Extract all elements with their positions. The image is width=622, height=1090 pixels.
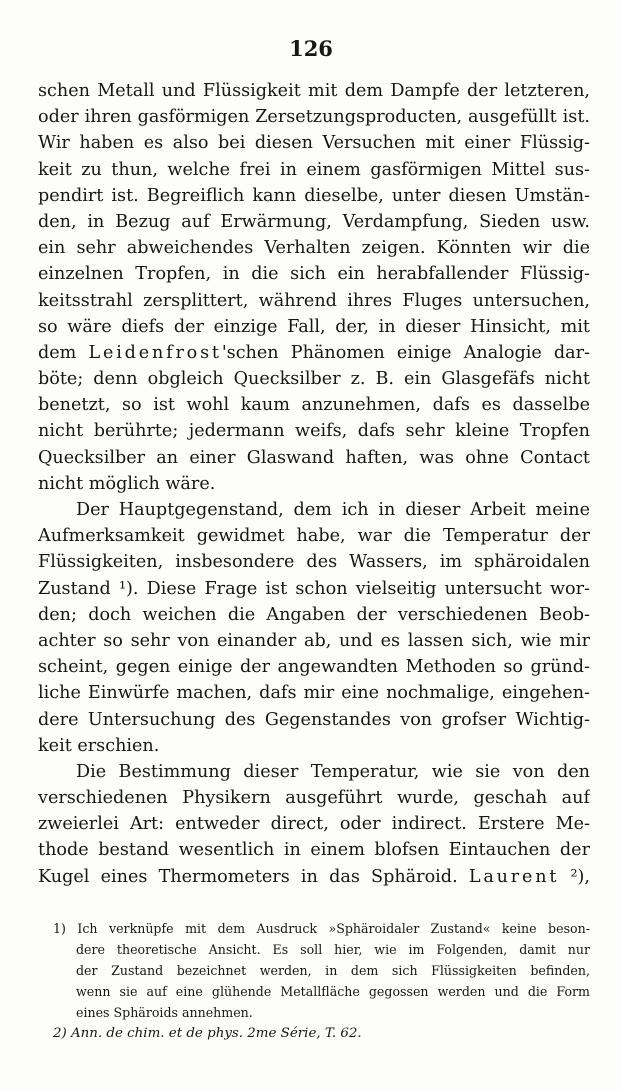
footnote-reference: 2) Ann. de chim. et de phys. 2me Série, T. 62. xyxy=(53,1026,362,1041)
text-line: Die Bestimmung dieser Temperatur, wie sie von den xyxy=(76,761,590,782)
text-line: Flüssigkeiten, insbesondere des Wassers, im sphäroidalen xyxy=(38,552,590,573)
footnote-line: der Zustand bezeichnet werden, in dem sich Flüssigkeiten befinden, xyxy=(76,963,590,978)
text-line: schen Metall und Flüssigkeit mit dem Dampfe der letzteren, xyxy=(38,81,590,101)
text-line: verschiedenen Physikern ausgeführt wurde, geschah auf xyxy=(38,788,590,809)
text-line: keit zu thun, welche frei in einem gasförmigen Mittel sus- xyxy=(38,159,590,180)
text-line: zweierlei Art: entweder direct, oder indirect. Erstere Me- xyxy=(38,814,590,835)
footnote-line: 1) Ich verknüpfe mit dem Ausdruck »Sphäroidaler Zustand« keine beson- xyxy=(53,921,590,936)
text-fragment: dem xyxy=(38,342,89,363)
text-line: Wir haben es also bei diesen Versuchen mit einer Flüssig- xyxy=(38,133,590,154)
footnote-line: wenn sie auf eine glühende Metallfläche gegossen werden und die Form xyxy=(76,984,590,999)
text-line: liche Einwürfe machen, dafs mir eine nochmalige, eingehen- xyxy=(38,683,590,704)
text-fragment: Kugel eines Thermometers in das Sphäroid. xyxy=(38,866,469,887)
text-line xyxy=(38,864,590,890)
text-line: einzelnen Tropfen, in die sich ein herabfallender Flüssig- xyxy=(38,264,590,285)
body-text xyxy=(38,78,590,890)
text-line: dere Untersuchung des Gegenstandes von grofser Wichtig- xyxy=(38,709,590,730)
text-line: den; doch weichen die Angaben der verschiedenen Beob- xyxy=(38,604,590,625)
text-fragment: 'schen Phänomen einige Analogie dar- xyxy=(221,342,590,363)
text-fragment: ²), xyxy=(559,866,590,887)
page-number: 126 xyxy=(289,36,333,61)
text-line: benetzt, so ist wohl kaum anzunehmen, dafs es dasselbe xyxy=(38,395,590,416)
spaced-name: Leidenfrost xyxy=(88,342,222,363)
text-line: achter so sehr von einander ab, und es lassen sich, wie mir xyxy=(38,630,590,651)
text-line: Aufmerksamkeit gewidmet habe, war die Temperatur der xyxy=(38,526,590,547)
text-line: thode bestand wesentlich in einem blofsen Eintauchen der xyxy=(38,840,590,861)
text-line xyxy=(38,340,590,366)
text-line: scheint, gegen einige der angewandten Methoden so gründ- xyxy=(38,657,590,678)
text-line: böte; denn obgleich Quecksilber z. B. ein Glasgefäfs nicht xyxy=(38,369,590,390)
text-line: nicht berührte; jedermann weifs, dafs sehr kleine Tropfen xyxy=(38,421,590,442)
spaced-name: Laurent xyxy=(468,866,560,887)
text-line: so wäre diefs der einzige Fall, der, in dieser Hinsicht, mit xyxy=(38,316,590,337)
text-line: ein sehr abweichendes Verhalten zeigen. Könnten wir die xyxy=(38,238,590,259)
text-line: keit erschien. xyxy=(38,735,160,756)
footnote-line: eines Sphäroids annehmen. xyxy=(76,1005,253,1020)
text-line: pendirt ist. Begreiflich kann dieselbe, unter diesen Umstän- xyxy=(38,185,590,206)
text-line: nicht möglich wäre. xyxy=(38,473,216,494)
footnote-line: dere theoretische Ansicht. Es soll hier, wie im Folgenden, damit nur xyxy=(76,942,590,957)
text-line: Der Hauptgegenstand, dem ich in dieser Arbeit meine xyxy=(76,500,590,520)
text-line: Quecksilber an einer Glaswand haften, was ohne Contact xyxy=(38,447,590,468)
footnotes xyxy=(38,918,590,1044)
text-line: oder ihren gasförmigen Zersetzungsproducten, ausgefüllt ist. xyxy=(38,107,590,128)
text-line: den, in Bezug auf Erwärmung, Verdampfung, Sieden usw. xyxy=(38,211,590,232)
text-line: Zustand ¹). Diese Frage ist schon vielseitig untersucht wor- xyxy=(38,578,590,599)
text-line: keitsstrahl zersplittert, während ihres Fluges untersuchen, xyxy=(38,290,590,311)
